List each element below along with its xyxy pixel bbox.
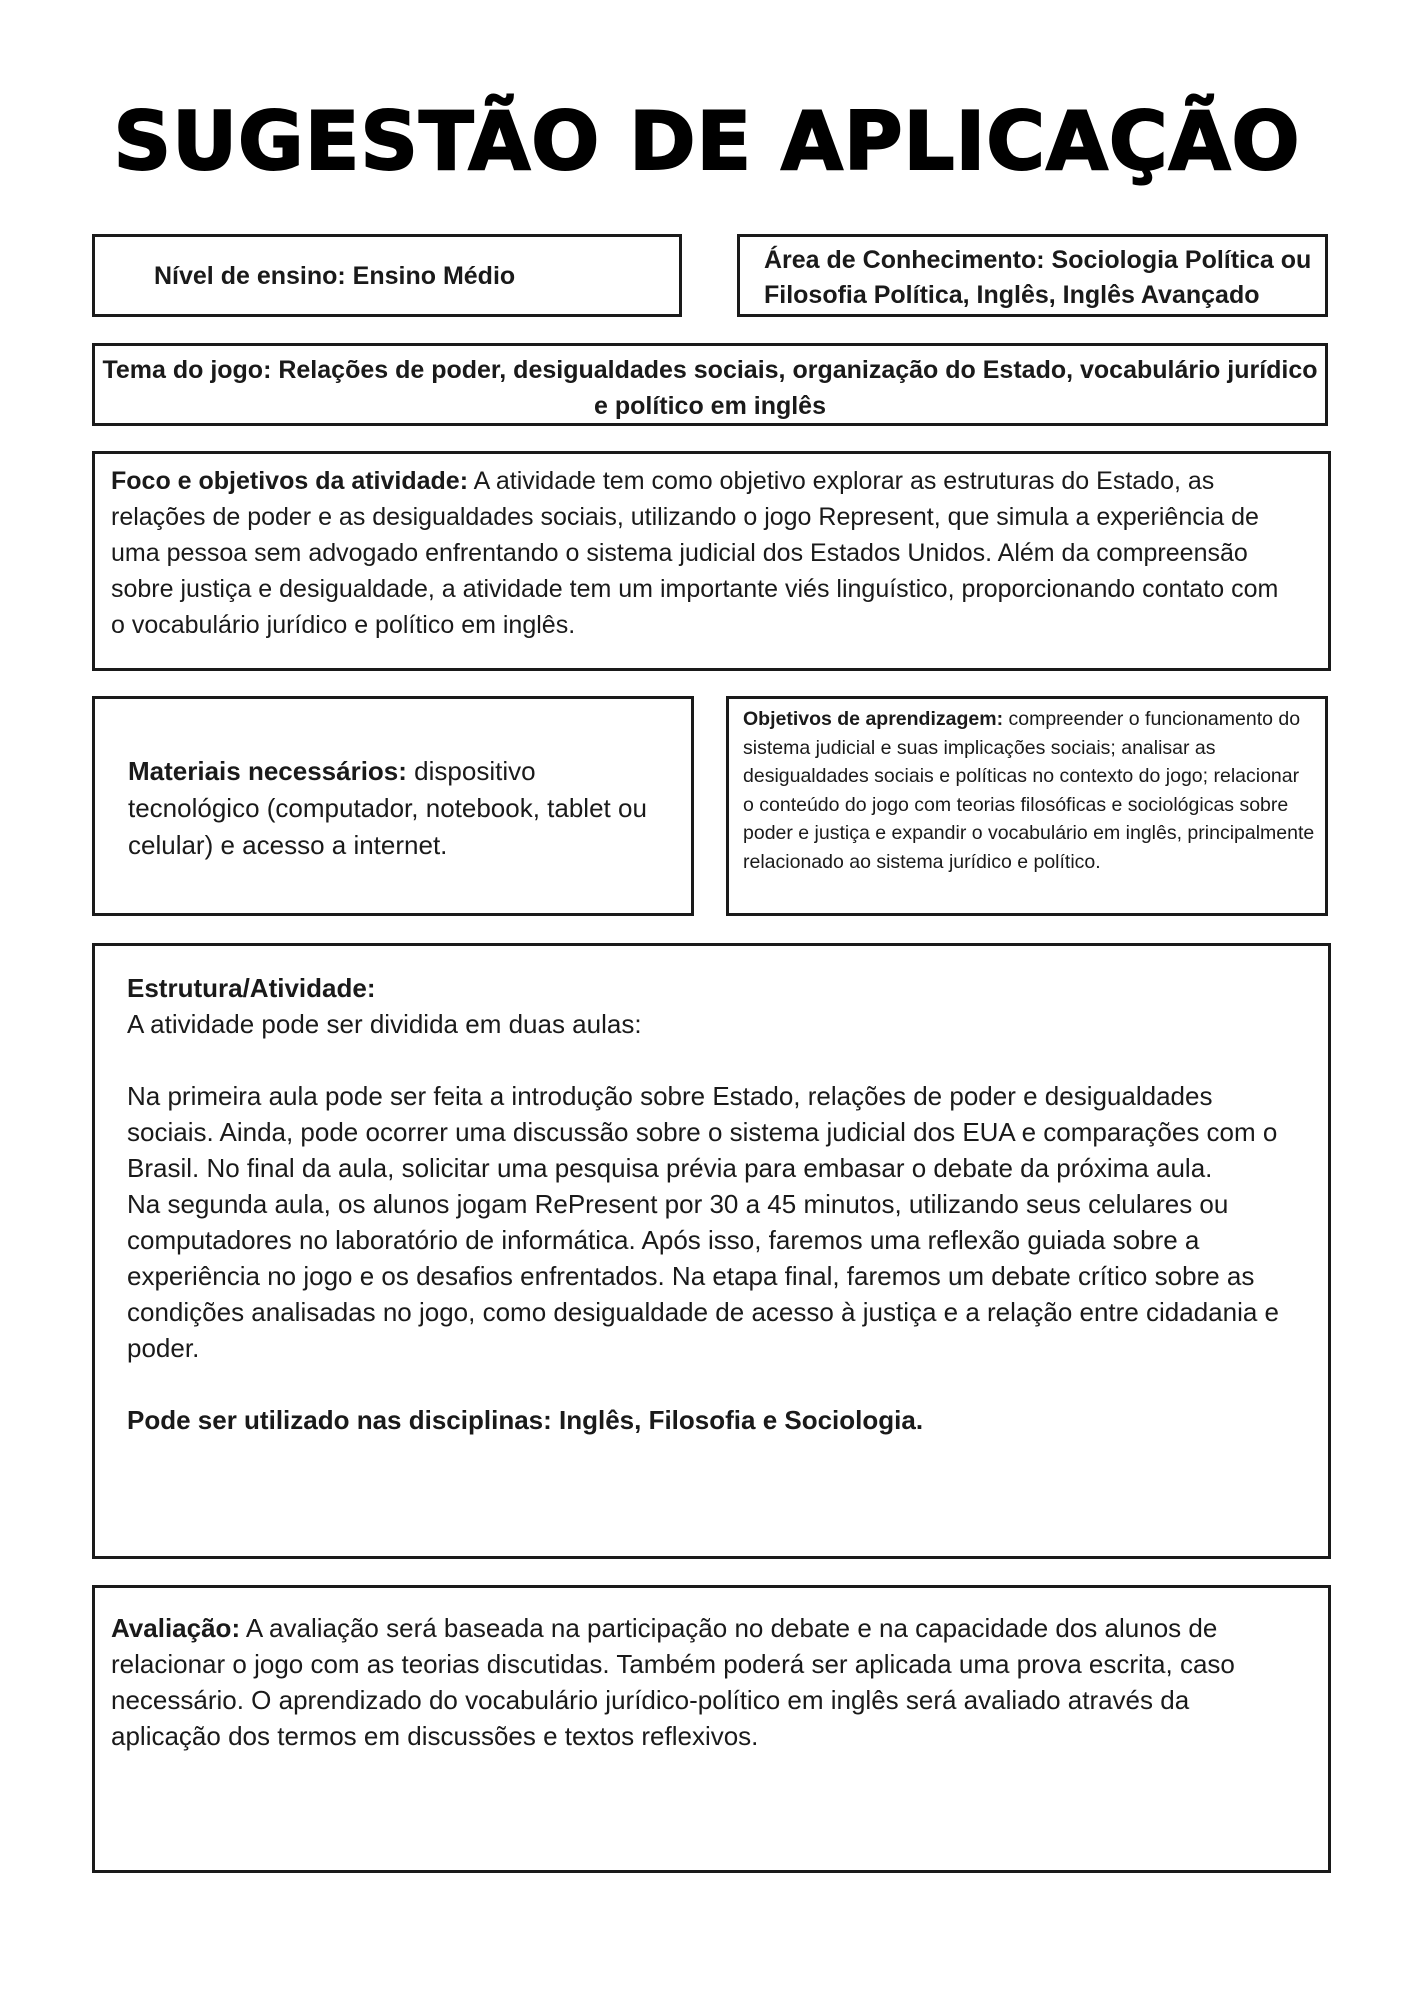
avaliacao-content: [111, 1610, 1288, 1754]
objetivos-aprendizagem-label: Objetivos de aprendizagem:: [743, 708, 1004, 730]
estrutura-label: Estrutura/Atividade:: [127, 973, 376, 1003]
tema-jogo-text: Tema do jogo: Relações de poder, desigualdades sociais, organização do Estado, vocabulário jurídico e político em inglês: [102, 356, 1318, 420]
estrutura-atividade-content: [127, 970, 1288, 1438]
materiais-text: dispositivo tecnológico (computador, notebook, tablet ou celular) e acesso a internet.: [128, 756, 647, 860]
nivel-ensino-text: Nível de ensino: Ensino Médio: [154, 262, 516, 290]
materiais-label: Materiais necessários:: [128, 756, 407, 786]
objetivos-aprendizagem-text: compreender o funcionamento do sistema judicial e suas implicações sociais; analisar as desigualdades sociais e políticas no contexto do jogo; relacionar o conteúdo do jogo com teorias filosóficas e sociológicas sobre poder e justiça e expandir o vocabulário em inglês, principalmente relacionado ao sistema jurídico e político.: [743, 708, 1315, 873]
estrutura-aula2: Na segunda aula, os alunos jogam RePresent por 30 a 45 minutos, utilizando seus celulares ou computadores no laboratório de informática. Após isso, faremos uma reflexão guiada sobre a experiência no jogo e os desafios enfrentados. Na etapa final, faremos um debate crítico sobre as condições analisadas no jogo, como desigualdade de acesso à justiça e a relação entre cidadania e poder.: [127, 1189, 1279, 1363]
foco-objetivos-text: A atividade tem como objetivo explorar as estruturas do Estado, as relações de poder e as desigualdades sociais, utilizando o jogo Represent, que simula a experiência de uma pessoa sem advogado enfrentando o sistema judicial dos Estados Unidos. Além da compreensão sobre justiça e desigualdade, a atividade tem um importante viés linguístico, proporcionando contato com o vocabulário jurídico e político em inglês.: [111, 467, 1279, 639]
page-title: SUGESTÃO DE APLICAÇÃO: [113, 95, 1301, 188]
area-conhecimento-text: Área de Conhecimento: Sociologia Política ou Filosofia Política, Inglês, Inglês Avançado: [764, 246, 1312, 309]
estrutura-aula1: Na primeira aula pode ser feita a introdução sobre Estado, relações de poder e desigualdades sociais. Ainda, pode ocorrer uma discussão sobre o sistema judicial dos EUA e comparações com o Brasil. No final da aula, solicitar uma pesquisa prévia para embasar o debate da próxima aula.: [127, 1081, 1278, 1183]
avaliacao-label: Avaliação:: [111, 1613, 241, 1643]
estrutura-intro: A atividade pode ser dividida em duas aulas:: [127, 1009, 642, 1039]
estrutura-disciplinas: Pode ser utilizado nas disciplinas: Inglês, Filosofia e Sociologia.: [127, 1405, 924, 1435]
foco-objetivos-label: Foco e objetivos da atividade:: [111, 467, 469, 495]
objetivos-aprendizagem-box: [726, 696, 1328, 916]
materiais-box: [92, 696, 694, 916]
avaliacao-box: [92, 1585, 1331, 1873]
tema-jogo-box: [92, 343, 1328, 426]
area-conhecimento-box: [737, 234, 1328, 317]
foco-objetivos-content: [111, 463, 1288, 643]
foco-objetivos-box: [92, 451, 1331, 671]
spacer: [127, 1042, 1288, 1078]
estrutura-atividade-box: [92, 943, 1331, 1559]
avaliacao-text: A avaliação será baseada na participação no debate e na capacidade dos alunos de relacionar o jogo com as teorias discutidas. Também poderá ser aplicada uma prova escrita, caso necessário. O aprendizado do vocabulário jurídico-político em inglês será avaliado através da aplicação dos termos em discussões e textos reflexivos.: [111, 1613, 1235, 1751]
materiais-content: [128, 753, 651, 864]
spacer: [127, 1366, 1288, 1402]
nivel-ensino-box: [92, 234, 682, 317]
objetivos-aprendizagem-content: [743, 705, 1315, 876]
